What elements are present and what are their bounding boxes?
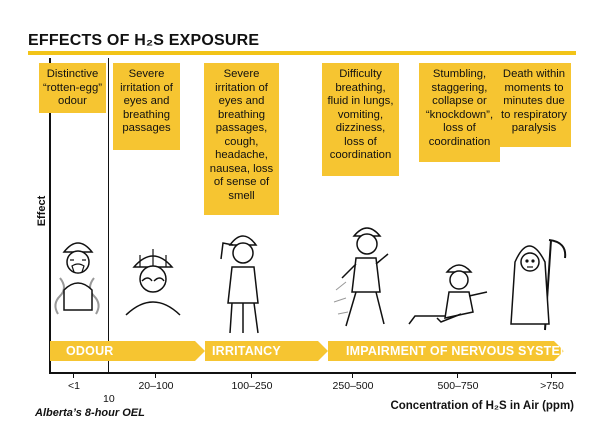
worker-staggering-icon — [332, 220, 398, 332]
page-title: EFFECTS OF H₂S EXPOSURE — [28, 32, 260, 49]
x-tick — [251, 372, 252, 378]
band-label-irritancy: IRRITANCY — [212, 344, 281, 358]
x-axis-line — [49, 372, 576, 374]
x-tick-label: 20–100 — [138, 380, 174, 392]
y-axis-label: Effect — [36, 195, 48, 227]
worker-rubbing-eyes-icon — [118, 245, 188, 325]
x-tick-label: 500–750 — [437, 380, 479, 392]
oel-value: 10 — [103, 393, 115, 405]
x-tick — [155, 372, 156, 378]
x-tick-label: 100–250 — [231, 380, 273, 392]
band-label-odour: ODOUR — [66, 344, 114, 358]
worker-collapsed-icon — [403, 262, 495, 326]
title-underline — [28, 51, 576, 55]
x-tick — [73, 372, 74, 378]
band-odour-arrow — [195, 341, 205, 361]
effect-box-odour: Distinctive “rotten-egg” odour — [39, 63, 106, 113]
x-axis-label: Concentration of H₂S in Air (ppm) — [390, 400, 574, 412]
x-tick-label: >750 — [540, 380, 564, 392]
x-tick-label: <1 — [68, 380, 80, 392]
x-tick — [457, 372, 458, 378]
effect-box-severe-irritation: Severe irritation of eyes and breathing passages, cough, headache, nausea, loss of sense of smell — [204, 63, 279, 215]
effect-box-stumbling: Stumbling, staggering, collapse or “knockdown”, loss of coordination — [419, 63, 500, 162]
x-tick — [352, 372, 353, 378]
oel-label: Alberta’s 8-hour OEL — [35, 407, 145, 419]
band-label-nervous-system: IMPAIRMENT OF NERVOUS SYSTEM — [346, 344, 571, 358]
x-tick — [551, 372, 552, 378]
x-tick-label: 250–500 — [332, 380, 374, 392]
oel-divider-line — [108, 58, 109, 374]
worker-holding-head-icon — [212, 225, 274, 337]
effect-box-eye-irritation: Severe irritation of eyes and breathing passages — [113, 63, 180, 150]
effect-box-death: Death within moments to minutes due to respiratory paralysis — [497, 63, 571, 147]
effect-box-breathing: Difficulty breathing, fluid in lungs, vomiting, dizziness, loss of coordination — [322, 63, 399, 176]
worker-holding-nose-icon — [50, 232, 106, 322]
grim-reaper-icon — [503, 232, 569, 332]
band-irritancy-arrow — [318, 341, 328, 361]
